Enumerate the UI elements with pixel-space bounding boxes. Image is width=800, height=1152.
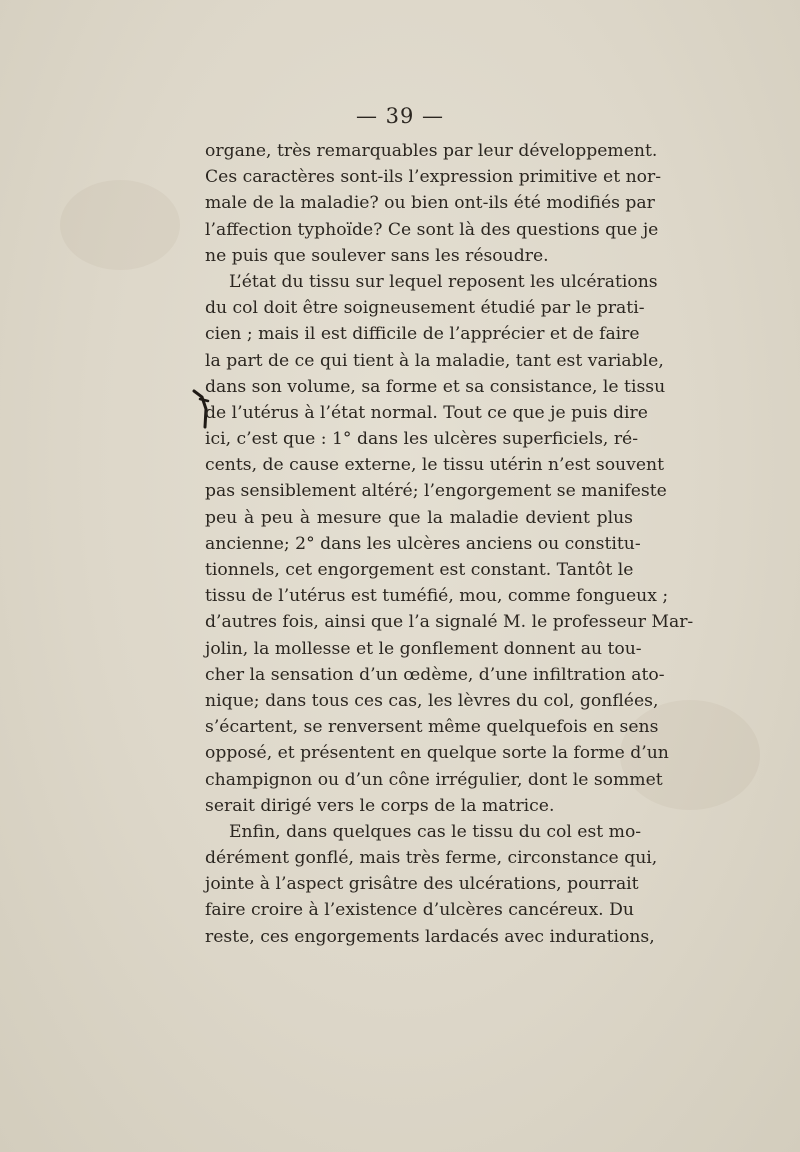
text-line: faire croire à l’existence d’ulcères cancéreux. Du — [205, 900, 634, 921]
text-line: organe, très remarquables par leur développement. — [205, 141, 658, 161]
text-line: l’affection typhoïde? Ce sont là des questions que je — [205, 219, 659, 240]
text-line: jolin, la mollesse et le gonflement donnent au tou- — [205, 638, 642, 659]
text-line: peu à peu à mesure que la maladie devient plus — [205, 507, 633, 528]
paper-stain — [60, 180, 180, 270]
page-number: — 39 — — [355, 104, 445, 128]
text-line: s’écartent, se renversent même quelquefois en sens — [205, 717, 659, 738]
text-line: nique; dans tous ces cas, les lèvres du col, gonflées, — [205, 690, 659, 711]
text-line: du col doit être soigneusement étudié par le prati- — [205, 298, 645, 319]
text-line: L’état du tissu sur lequel reposent les ulcérations — [229, 271, 658, 292]
text-line: cents, de cause externe, le tissu utérin n’est souvent — [205, 455, 664, 476]
text-line: reste, ces engorgements lardacés avec indurations, — [205, 926, 655, 947]
text-line: de l’utérus à l’état normal. Tout ce que je puis dire — [205, 402, 648, 423]
text-line: serait dirigé vers le corps de la matrice. — [205, 795, 555, 816]
text-line: dans son volume, sa forme et sa consistance, le tissu — [205, 376, 666, 397]
text-line: dérément gonflé, mais très ferme, circonstance qui, — [205, 848, 658, 869]
text-line: tionnels, cet engorgement est constant. Tantôt le — [205, 560, 634, 580]
text-line: ne puis que soulever sans les résoudre. — [205, 245, 549, 266]
text-line: opposé, et présentent en quelque sorte la forme d’un — [205, 743, 669, 764]
text-line: Enfin, dans quelques cas le tissu du col est mo- — [229, 821, 642, 842]
text-line: tissu de l’utérus est tuméfié, mou, comme fongueux ; — [205, 586, 669, 607]
text-line: jointe à l’aspect grisâtre des ulcérations, pourrait — [205, 874, 639, 895]
text-line: la part de ce qui tient à la maladie, tant est variable, — [205, 350, 664, 371]
body-text — [205, 138, 694, 950]
text-line: Ces caractères sont-ils l’expression primitive et nor- — [205, 167, 662, 188]
text-line: d’autres fois, ainsi que l’a signalé M. le professeur Mar- — [205, 612, 694, 633]
text-line: pas sensiblement altéré; l’engorgement se manifeste — [205, 481, 667, 502]
text-line: male de la maladie? ou bien ont-ils été modifiés par — [205, 193, 655, 214]
text-line: ancienne; 2° dans les ulcères anciens ou constitu- — [205, 533, 641, 554]
text-line: cher la sensation d’un œdème, d’une infiltration ato- — [205, 664, 665, 685]
text-line: cien ; mais il est difficile de l’apprécier et de faire — [205, 324, 640, 345]
text-line: ici, c’est que : 1° dans les ulcères superficiels, ré- — [205, 429, 639, 450]
text-line: champignon ou d’un cône irrégulier, dont le sommet — [205, 769, 663, 790]
